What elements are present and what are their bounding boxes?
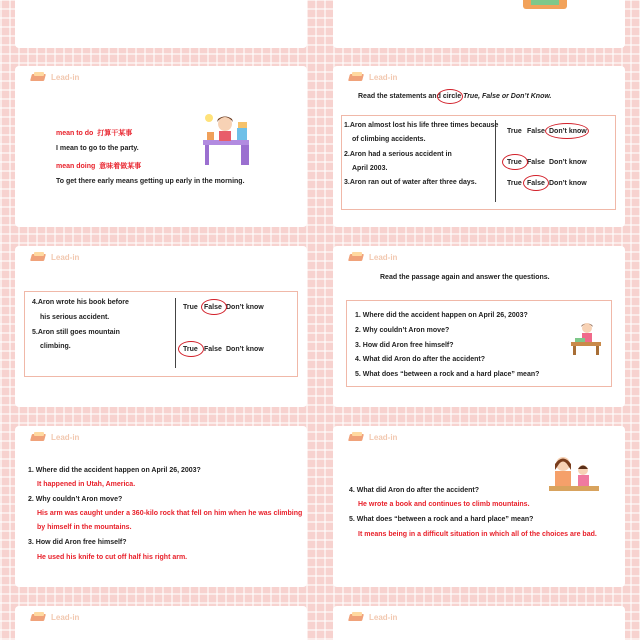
mother-child-illustration [545,454,603,496]
option-false-1: False [527,128,545,135]
example-line-1: I mean to go to the party. [56,145,139,152]
option-true-3: True [507,180,522,187]
circle-answer-3 [523,175,549,191]
option-false-5: False [204,346,222,353]
divider [175,298,176,368]
question-5: 5. What does “between a rock and a hard place” mean? [355,371,540,378]
instruction: Read the passage again and answer the questions. [380,274,550,281]
answer-2b: by himself in the mountains. [37,524,132,531]
slide-true-false-2 [15,246,307,407]
slide-bottom-right [333,606,625,640]
option-true-2: True [507,159,522,166]
lead-in-header: Lead-in [31,72,79,82]
book-illustration [523,0,567,9]
question-1: 1. Where did the accident happen on April 26, 2003? [28,467,201,474]
book-icon [31,252,47,262]
statement-4b: his serious accident. [40,314,110,321]
slide-questions [333,246,625,407]
book-icon [349,432,365,442]
lead-in-header: Lead-in [349,612,397,622]
circle-answer-1 [545,123,589,139]
instruction: Read the statements and circle True, False or Don’t Know. [358,93,552,100]
question-4: 4. What did Aron do after the accident? [355,356,486,363]
student-desk-illustration [201,110,253,168]
question-2: 2. Why couldn’t Aron move? [28,496,123,503]
phrase-line-1: mean to do 打算干某事 [56,130,133,137]
book-icon [349,612,365,622]
circle-answer-2 [502,154,528,170]
statement-1a: 1.Aron almost lost his life three times because [344,122,499,129]
option-dk-5: Don’t know [226,346,264,353]
option-true-1: True [507,128,522,135]
option-dk-1: Don’t know [549,128,587,135]
option-true-5: True [183,346,198,353]
slide-answers-2 [333,426,625,587]
statement-3: 3.Aron ran out of water after three days. [344,179,477,186]
lead-in-header: Lead-in [349,252,397,262]
lead-in-header: Lead-in [349,72,397,82]
slide-top-left [15,0,307,48]
statement-1b: of climbing accidents. [352,136,426,143]
lead-in-header: Lead-in [349,432,397,442]
question-3: 3. How did Aron free himself? [28,539,127,546]
statement-5a: 5.Aron still goes mountain [32,329,120,336]
book-icon [31,432,47,442]
question-2: 2. Why couldn’t Aron move? [355,327,450,334]
answer-5: It means being in a difficult situation in which all of the choices are bad. [358,531,597,538]
book-icon [31,72,47,82]
option-dk-2: Don’t know [549,159,587,166]
option-dk-3: Don’t know [549,180,587,187]
option-false-4: False [204,304,222,311]
lead-in-header: Lead-in [31,432,79,442]
circle-answer-5 [178,341,204,357]
question-1: 1. Where did the accident happen on April 26, 2003? [355,312,528,319]
example-line-2: To get there early means getting up early in the morning. [56,178,245,185]
option-false-3: False [527,180,545,187]
slide-top-right [333,0,625,48]
slide-answers-1 [15,426,307,587]
question-3: 3. How did Aron free himself? [355,342,454,349]
slide-true-false-1 [333,66,625,227]
statement-4a: 4.Aron wrote his book before [32,299,129,306]
book-icon [349,252,365,262]
divider [495,120,496,202]
answer-2a: His arm was caught under a 360-kilo rock that fell on him when he was climbing [37,510,303,517]
statement-2b: April 2003. [352,165,388,172]
reading-girl-illustration [567,320,605,356]
book-icon [31,612,47,622]
circle-mark [437,89,463,104]
option-true-4: True [183,304,198,311]
answer-1: It happened in Utah, America. [37,481,136,488]
slide-bottom-left [15,606,307,640]
phrase-line-2: mean doing 意味着做某事 [56,163,142,170]
answer-3: He used his knife to cut off half his right arm. [37,554,188,561]
lead-in-header: Lead-in [31,612,79,622]
slide-mean-usage [15,66,307,227]
book-icon [349,72,365,82]
option-false-2: False [527,159,545,166]
option-dk-4: Don’t know [226,304,264,311]
answer-4: He wrote a book and continues to climb mountains. [358,501,530,508]
statement-5b: climbing. [40,343,71,350]
circle-answer-4 [201,299,227,315]
statement-2a: 2.Aron had a serious accident in [344,151,452,158]
question-4: 4. What did Aron do after the accident? [349,487,480,494]
question-5: 5. What does “between a rock and a hard place” mean? [349,516,534,523]
lead-in-header: Lead-in [31,252,79,262]
